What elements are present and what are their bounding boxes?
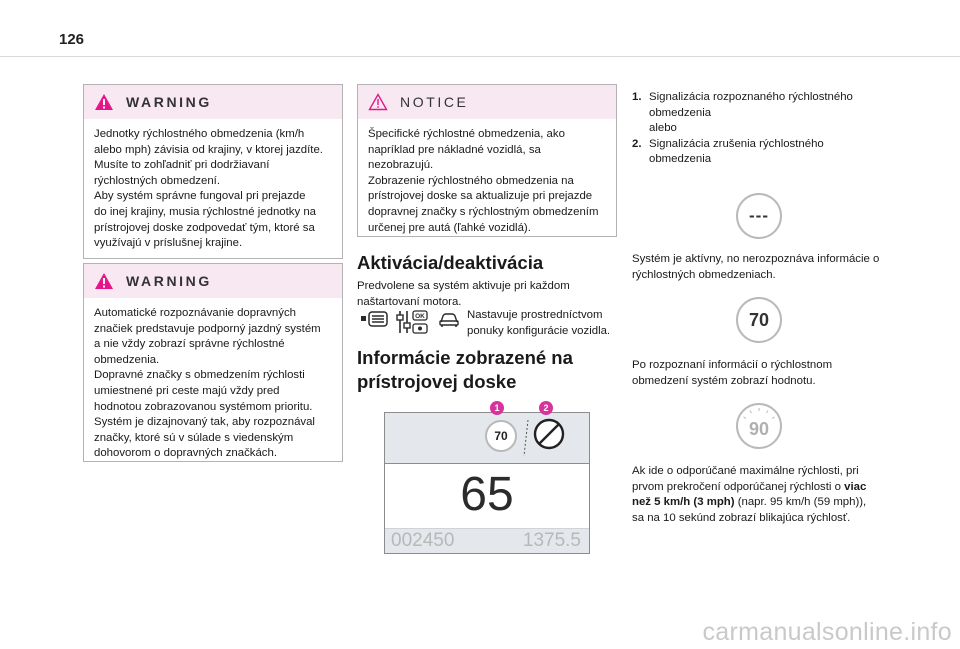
- text-line: obmedzenia: [649, 106, 712, 119]
- numbered-list: [632, 90, 892, 168]
- no-info-sign: [736, 193, 782, 239]
- section-heading-info: [357, 346, 573, 394]
- limit-separator-line: [523, 419, 529, 457]
- text-line: alebo: [649, 122, 677, 135]
- text-line: Predvolene sa systém aktivuje pri každom: [357, 280, 570, 292]
- text-line: Aby systém správne fungoval pri prejazde: [94, 190, 306, 203]
- list-item: [632, 90, 892, 121]
- text-line: Jednotky rýchlostného obmedzenia (km/h: [94, 128, 305, 140]
- text-line: značky, ktoré sú v súlade s viedenským: [94, 431, 294, 444]
- odometer: 002450: [391, 530, 455, 551]
- callout-1: 1: [490, 401, 504, 415]
- section-heading-activation: Aktivácia/deaktivácia: [357, 252, 544, 273]
- notice-header: [358, 85, 616, 119]
- list-item: [632, 137, 892, 168]
- warning-title: WARNING: [126, 94, 212, 110]
- notice-text: [358, 119, 616, 246]
- config-text: [467, 308, 627, 339]
- text-line: naštartovaní motora.: [357, 295, 462, 308]
- current-speed: 65: [460, 468, 514, 521]
- warning-title: WARNING: [126, 273, 212, 289]
- no-limit-sign-icon: [532, 417, 566, 451]
- text-line: Signalizácia zrušenia rýchlostného: [649, 137, 824, 150]
- text-line: Ak ide o odporúčané maximálne rýchlosti, pri: [632, 465, 859, 477]
- car-icon: [438, 312, 460, 328]
- text-line: sa na 10 sekúnd zobrazí blikajúca rýchlosť.: [632, 511, 851, 524]
- warning-triangle-icon: [94, 272, 114, 290]
- heading-line: prístrojovej doske: [357, 371, 517, 392]
- heading-line: Informácie zobrazené na: [357, 347, 573, 368]
- text-line: Zobrazenie rýchlostného obmedzenia na: [368, 174, 574, 187]
- text-line: prístrojovej doske zodpovedať tým, ktoré sa: [94, 221, 315, 234]
- text-line: obmedzenia.: [94, 353, 160, 366]
- text-line: obmedzení systém zobrazí hodnotu.: [632, 374, 816, 387]
- warning-triangle-icon: [94, 93, 114, 111]
- text-line: Systém je dizajnovaný tak, aby rozpoznával: [94, 416, 315, 429]
- text-span: prvom prekročení odporúčanej rýchlosti o: [632, 480, 845, 493]
- text-line: dohovorom o dopravných značkách.: [94, 447, 277, 460]
- text-line: prístrojovej doske sa aktualizuje pri prejazde: [368, 190, 593, 203]
- ok-label: OK: [415, 313, 425, 321]
- activation-text: [357, 279, 617, 310]
- text-line: nezobrazujú.: [368, 159, 434, 172]
- text-line: napríklad pre nákladné vozidlá, sa: [368, 143, 541, 156]
- text-line: a nie vždy zobrazí správne rýchlostné: [94, 338, 285, 351]
- text-line: značiek predstavuje podporný jazdný systém: [94, 322, 321, 335]
- text-line: dopravnej značky s rýchlostným obmedzením: [368, 205, 599, 218]
- text-line: ponuky konfigurácie vozidla.: [467, 324, 611, 337]
- dashboard-illustration: [384, 412, 590, 554]
- menu-icon: [360, 310, 390, 328]
- warning-header: [84, 264, 342, 298]
- paragraph-recognized: [632, 358, 902, 389]
- dashboard-bottom-band: [385, 528, 589, 553]
- page-number: 126: [59, 31, 85, 48]
- settings-ok-icon: [396, 308, 430, 336]
- text-bold: než 5 km/h (3 mph): [632, 496, 735, 509]
- text-line: Po rozpoznaní informácií o rýchlostnom: [632, 359, 833, 371]
- text-line: umiestnené pri ceste majú vždy pred: [94, 384, 280, 397]
- text-line: obmedzenia: [649, 153, 712, 166]
- text-line: [632, 480, 922, 496]
- warning-text: [84, 298, 342, 472]
- speed-limit-value: 70: [494, 429, 508, 443]
- text-line: Automatické rozpoznávanie dopravných: [94, 307, 296, 319]
- warning-header: [84, 85, 342, 119]
- text-line: do inej krajiny, musia rýchlostné jednotky na: [94, 205, 317, 218]
- speed-sign-70: [736, 297, 782, 343]
- notice-box: [357, 84, 617, 237]
- warning-text: [84, 119, 342, 262]
- text-line: alebo mph) závisia od krajiny, v ktorej jazdíte.: [94, 143, 323, 156]
- callout-2: 2: [539, 401, 553, 415]
- warning-box-1: [83, 84, 343, 259]
- sign-value: 90: [748, 418, 770, 439]
- list-number: 2.: [632, 137, 642, 150]
- list-number: 1.: [632, 91, 642, 103]
- text-line: Signalizácia rozpoznaného rýchlostného: [649, 91, 853, 103]
- text-line: Systém je aktívny, no nerozpoznáva informácie o: [632, 253, 880, 265]
- text-line: Nastavuje prostredníctvom: [467, 309, 603, 321]
- text-line: využívajú v príslušnej krajine.: [94, 237, 243, 250]
- sign-value: 70: [748, 309, 770, 330]
- blinking-speed-sign-90: [736, 403, 782, 449]
- notice-title: NOTICE: [400, 94, 469, 110]
- text-bold: viac: [844, 480, 867, 493]
- watermark: carmanualsonline.info: [702, 618, 952, 646]
- paragraph-active: [632, 252, 902, 283]
- text-span: (napr. 95 km/h (59 mph)),: [734, 496, 867, 509]
- text-line: rýchlostných obmedzeniach.: [632, 268, 776, 281]
- trip-meter: 1375.5: [522, 530, 581, 551]
- speed-limit-sign: [485, 420, 517, 452]
- text-line: rýchlostných obmedzení.: [94, 174, 220, 187]
- text-line: Musíte to zohľadniť pri dodržiavaní: [94, 159, 270, 172]
- dashes-value: ---: [749, 206, 769, 225]
- list-item: [632, 121, 892, 137]
- text-line: určenej pre autá (ľahké vozidlá).: [368, 221, 531, 234]
- text-line: [632, 495, 922, 511]
- warning-box-2: [83, 263, 343, 462]
- text-line: hodnotou zobrazovanou systémom prioritu.: [94, 400, 313, 413]
- notice-triangle-icon: [368, 93, 388, 111]
- text-line: Dopravné značky s obmedzením rýchlosti: [94, 369, 305, 382]
- header-divider: [0, 56, 960, 57]
- paragraph-recommended: [632, 464, 922, 526]
- text-line: Špecifické rýchlostné obmedzenia, ako: [368, 128, 565, 140]
